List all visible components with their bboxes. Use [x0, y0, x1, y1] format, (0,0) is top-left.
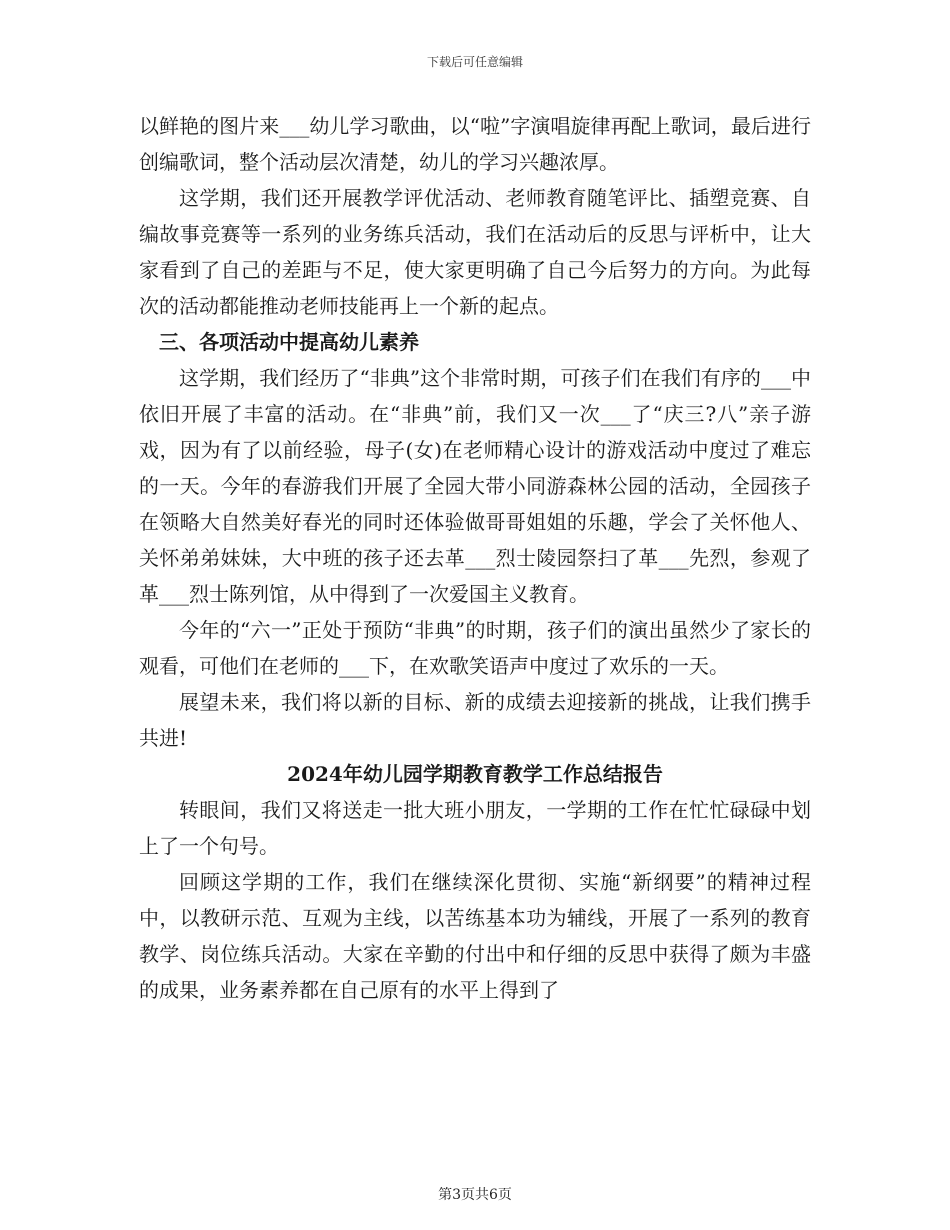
section-heading: 三、各项活动中提高幼儿素养 — [159, 330, 419, 354]
paragraph-3: 这学期，我们经历了“非典”这个非常时期，可孩子们在我们有序的___中依旧开展了丰富的活动。在“非典”前，我们又一次___了“庆三?八”亲子游戏，因为有了以前经验，母子(女)在老师精心设计的游戏活动中度过了难忘的一天。今年的春游我们开展了全园大带小同游森林公园的活动，全园孩子在领略大自然美好春光的同时还体验做哥哥姐姐的乐趣，学会了关怀他人、关怀弟弟妹妹，大中班的孩子还去革___烈士陵园祭扫了革___先烈，参观了革___烈士陈列馆，从中得到了一次爱国主义教育。 — [139, 366, 811, 606]
paragraph-7: 回顾这学期的工作，我们在继续深化贯彻、实施“新纲要”的精神过程中，以教研示范、互观为主线，以苦练基本功为辅线，开展了一系列的教育教学、岗位练兵活动。大家在辛勤的付出中和仔细的反思中获得了颇为丰盛的成果，业务素养都在自己原有的水平上得到了 — [139, 870, 811, 1002]
page-header: 下载后可任意编辑 — [426, 55, 523, 69]
page-footer: 第3页共6页 — [438, 1187, 512, 1203]
paragraph-2: 这学期，我们还开展教学评优活动、老师教育随笔评比、插塑竞赛、自编故事竞赛等一系列的业务练兵活动，我们在活动后的反思与评析中，让大家看到了自己的差距与不足，使大家更明确了自己今后努力的方向。为此每次的活动都能推动老师技能再上一个新的起点。 — [139, 186, 811, 318]
paragraph-5: 展望未来，我们将以新的目标、新的成绩去迎接新的挑战，让我们携手共进! — [139, 690, 811, 750]
paragraph-1: 以鲜艳的图片来___幼儿学习歌曲，以“啦”字演唱旋律再配上歌词，最后进行创编歌词，整个活动层次清楚，幼儿的学习兴趣浓厚。 — [139, 114, 811, 174]
paragraph-6: 转眼间，我们又将送走一批大班小朋友，一学期的工作在忙忙碌碌中划上了一个句号。 — [139, 798, 811, 858]
document-body — [139, 108, 811, 1008]
paragraph-4: 今年的“六一”正处于预防“非典”的时期，孩子们的演出虽然少了家长的观看，可他们在老师的___下，在欢歌笑语声中度过了欢乐的一天。 — [139, 618, 811, 678]
report-title: 2024年幼儿园学期教育教学工作总结报告 — [287, 762, 663, 786]
